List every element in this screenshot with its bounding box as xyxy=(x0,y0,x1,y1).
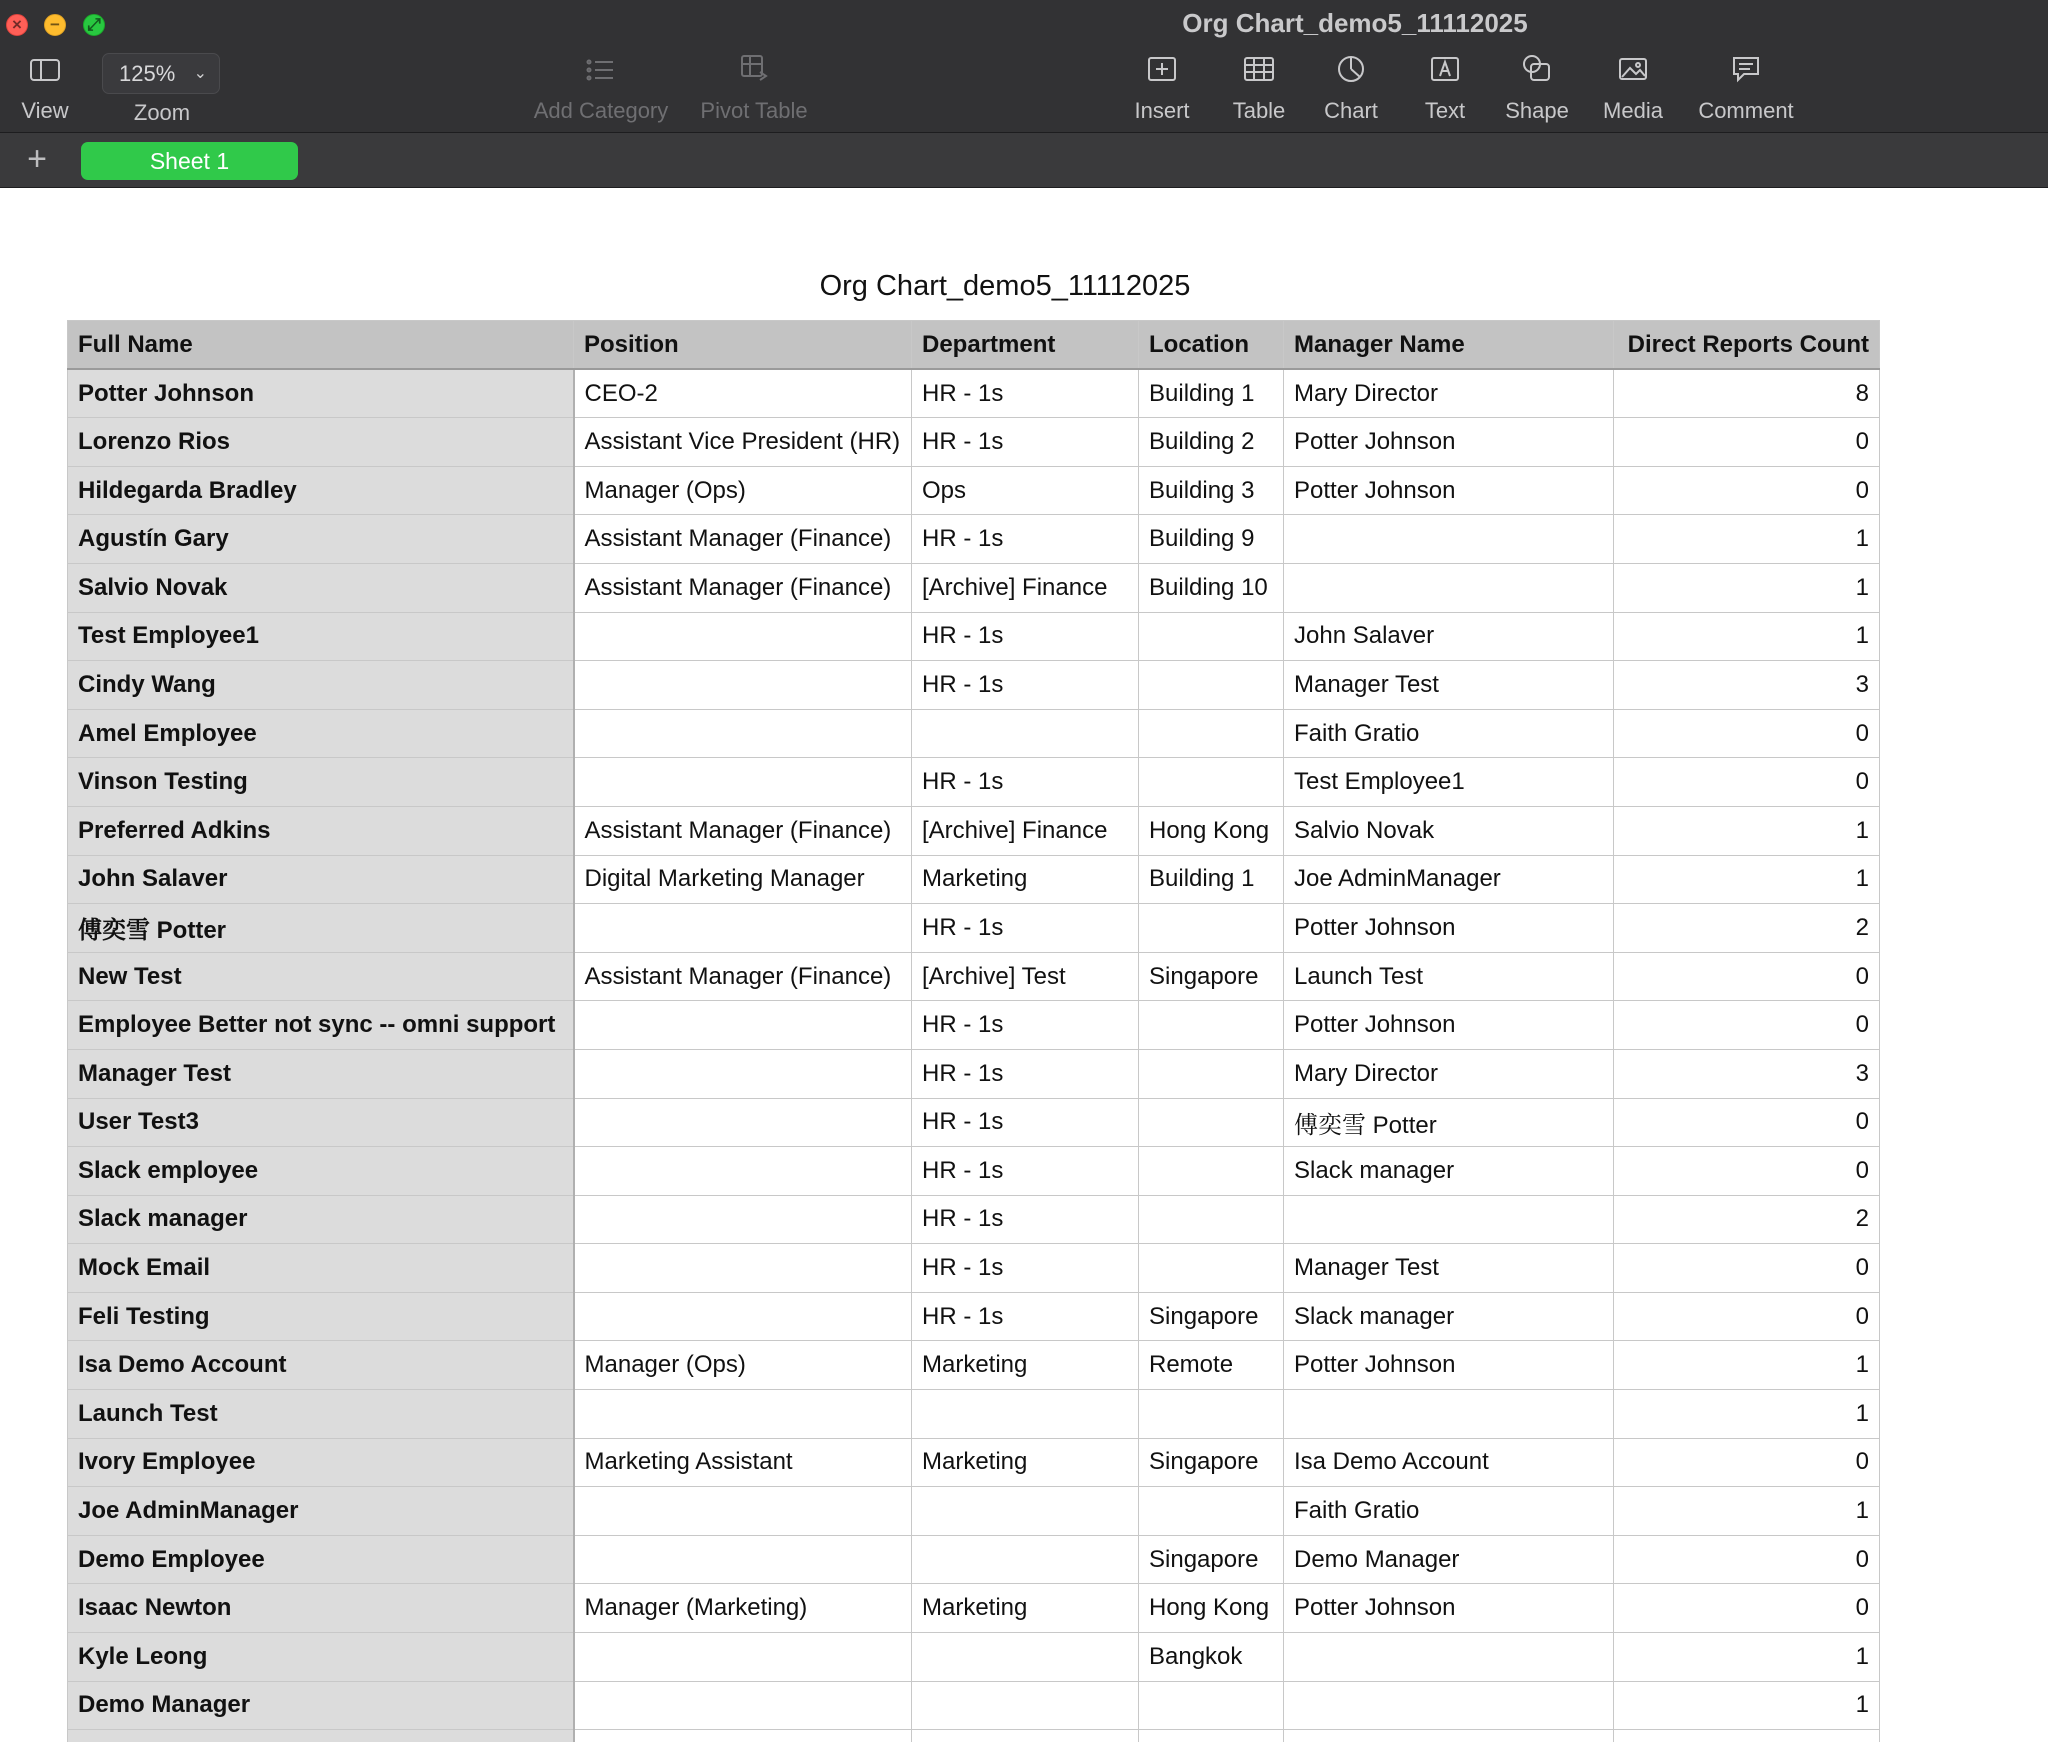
table-cell[interactable] xyxy=(574,1147,912,1196)
table-cell[interactable]: Manager (Ops) xyxy=(574,1341,912,1390)
row-header-cell[interactable]: Slack employee xyxy=(68,1147,574,1196)
table-cell[interactable] xyxy=(1139,904,1284,953)
table-cell[interactable]: 1 xyxy=(1614,563,1880,612)
shape-label: Shape xyxy=(1505,98,1569,123)
table-cell[interactable] xyxy=(1139,661,1284,710)
table-cell[interactable]: Assistant Manager (Finance) xyxy=(574,952,912,1001)
table-cell[interactable]: Salvio Novak xyxy=(1284,806,1614,855)
table-row xyxy=(68,1584,1880,1633)
header-row xyxy=(68,321,1880,370)
row-header-cell[interactable]: Manager Test xyxy=(68,1049,574,1098)
table-cell[interactable]: Singapore xyxy=(1139,952,1284,1001)
insert-label: Insert xyxy=(1134,98,1190,123)
table-cell[interactable]: HR - 1s xyxy=(912,904,1139,953)
close-icon: × xyxy=(12,15,22,34)
table-cell[interactable]: 1 xyxy=(1614,1633,1880,1682)
row-header-cell[interactable]: Feli Testing xyxy=(68,1292,574,1341)
table-cell[interactable] xyxy=(574,661,912,710)
table-cell[interactable] xyxy=(1139,1681,1284,1730)
shape-icon xyxy=(1521,52,1553,86)
table-cell[interactable]: HR - 1s xyxy=(912,1001,1139,1050)
table-cell[interactable]: 0 xyxy=(1614,1584,1880,1633)
table-row xyxy=(68,1633,1880,1682)
table-cell[interactable]: 傅奕雪 Potter xyxy=(1284,1098,1614,1147)
table-cell[interactable]: Bangkok xyxy=(1139,1633,1284,1682)
table-cell[interactable]: 0 xyxy=(1614,1535,1880,1584)
column-header[interactable]: Position xyxy=(574,321,912,370)
table-cell[interactable]: 0 xyxy=(1614,1244,1880,1293)
table-row xyxy=(68,515,1880,564)
row-header-cell[interactable]: Employee Better not sync -- omni support xyxy=(68,1001,574,1050)
org-chart-table xyxy=(67,320,1880,1748)
table-row xyxy=(68,1438,1880,1487)
table-cell[interactable]: HR - 1s xyxy=(912,1049,1139,1098)
table-cell[interactable]: Building 2 xyxy=(1139,418,1284,467)
row-header-cell[interactable]: Kyle Leong xyxy=(68,1633,574,1682)
table-cell[interactable]: Assistant Manager (Finance) xyxy=(574,563,912,612)
table-cell[interactable]: Mary Director xyxy=(1284,369,1614,418)
row-header-cell[interactable]: Demo Manager xyxy=(68,1681,574,1730)
table-cell[interactable]: Remote xyxy=(1139,1341,1284,1390)
table-cell[interactable]: John Salaver xyxy=(1284,612,1614,661)
table-cell[interactable] xyxy=(574,758,912,807)
table-cell[interactable]: Marketing xyxy=(912,1438,1139,1487)
table-cell[interactable]: Test Employee1 xyxy=(1284,758,1614,807)
table-cell[interactable]: HR - 1s xyxy=(912,1195,1139,1244)
chart-button[interactable] xyxy=(1318,52,1384,124)
table-row xyxy=(68,369,1880,418)
table-cell[interactable]: Marketing xyxy=(912,1341,1139,1390)
table-cell[interactable] xyxy=(912,1681,1139,1730)
table-cell[interactable]: 1 xyxy=(1614,1390,1880,1439)
shape-button[interactable] xyxy=(1500,52,1574,124)
table-cell[interactable] xyxy=(574,1001,912,1050)
table-cell[interactable]: Potter Johnson xyxy=(1284,904,1614,953)
sidebar-icon xyxy=(29,52,61,86)
table-button[interactable] xyxy=(1226,52,1292,124)
window-title: Org Chart_demo5_11112025 xyxy=(1182,8,1528,38)
table-cell[interactable]: CEO-2 xyxy=(574,369,912,418)
table-cell[interactable]: Digital Marketing Manager xyxy=(574,855,912,904)
table-cell[interactable]: HR - 1s xyxy=(912,758,1139,807)
row-header-cell[interactable]: 傅奕雪 Potter xyxy=(68,904,574,953)
table-row xyxy=(68,806,1880,855)
table-body xyxy=(68,369,1880,1748)
row-header-cell[interactable]: Slack manager xyxy=(68,1195,574,1244)
row-header-cell[interactable]: Isaac Newton xyxy=(68,1584,574,1633)
table-cell[interactable]: Assistant Manager (Finance) xyxy=(574,806,912,855)
table-cell[interactable]: Assistant Vice President (HR) xyxy=(574,418,912,467)
table-row xyxy=(68,855,1880,904)
add-category-button[interactable] xyxy=(528,52,674,124)
table-cell[interactable] xyxy=(574,1098,912,1147)
fullscreen-icon: ⤢ xyxy=(87,15,101,34)
table-cell[interactable] xyxy=(1139,1001,1284,1050)
table-cell[interactable] xyxy=(1284,515,1614,564)
table-cell[interactable]: HR - 1s xyxy=(912,1292,1139,1341)
add-sheet-button[interactable]: + xyxy=(27,140,47,178)
text-box-icon xyxy=(1429,52,1461,86)
table-cell[interactable]: Singapore xyxy=(1139,1535,1284,1584)
table-cell[interactable]: Building 3 xyxy=(1139,466,1284,515)
row-header-cell[interactable]: User Test3 xyxy=(68,1098,574,1147)
table-row xyxy=(68,1341,1880,1390)
table-cell[interactable] xyxy=(574,1292,912,1341)
table-cell[interactable]: HR - 1s xyxy=(912,1147,1139,1196)
table-cell[interactable]: 1 xyxy=(1614,1341,1880,1390)
table-cell[interactable]: HR - 1s xyxy=(912,1098,1139,1147)
table-cell[interactable] xyxy=(1284,1681,1614,1730)
table-cell[interactable]: 1 xyxy=(1614,806,1880,855)
view-label: View xyxy=(21,98,69,123)
table-row xyxy=(68,563,1880,612)
table-cell[interactable]: Building 10 xyxy=(1139,563,1284,612)
table-cell[interactable] xyxy=(1139,758,1284,807)
column-header[interactable]: Full Name xyxy=(68,321,574,370)
table-row xyxy=(68,1001,1880,1050)
table-cell[interactable] xyxy=(912,1487,1139,1536)
table-cell[interactable]: Manager (Marketing) xyxy=(574,1584,912,1633)
table-cell[interactable] xyxy=(1139,1244,1284,1293)
table-row xyxy=(68,1487,1880,1536)
table-cell[interactable]: Hong Kong xyxy=(1139,806,1284,855)
row-header-cell[interactable]: Isa Demo Account xyxy=(68,1341,574,1390)
table-cell[interactable]: 8 xyxy=(1614,369,1880,418)
table-cell[interactable]: Potter Johnson xyxy=(1284,466,1614,515)
table-cell[interactable]: 1 xyxy=(1614,855,1880,904)
table-cell[interactable]: HR - 1s xyxy=(912,418,1139,467)
table-cell[interactable]: Mary Director xyxy=(1284,1049,1614,1098)
table-cell[interactable] xyxy=(574,1487,912,1536)
table-row xyxy=(68,1390,1880,1439)
table-cell[interactable] xyxy=(574,904,912,953)
row-header-cell[interactable]: Lorenzo Rios xyxy=(68,418,574,467)
insert-icon xyxy=(1146,52,1178,86)
add-category-label: Add Category xyxy=(533,98,669,123)
table-row xyxy=(68,661,1880,710)
row-header-cell[interactable]: Joe AdminManager xyxy=(68,1487,574,1536)
table-cell[interactable]: Manager Test xyxy=(1284,661,1614,710)
table-row xyxy=(68,952,1880,1001)
table-cell[interactable] xyxy=(912,1535,1139,1584)
table-row xyxy=(68,1098,1880,1147)
pivot-table-button[interactable] xyxy=(698,52,810,124)
view-button[interactable] xyxy=(14,52,76,124)
column-header[interactable]: Location xyxy=(1139,321,1284,370)
table-cell[interactable]: 0 xyxy=(1614,758,1880,807)
row-header-cell[interactable]: Salvio Novak xyxy=(68,563,574,612)
column-header[interactable]: Direct Reports Count xyxy=(1614,321,1880,370)
row-header-cell[interactable]: Amel Employee xyxy=(68,709,574,758)
table-row xyxy=(68,1147,1880,1196)
table-cell[interactable]: Manager Test xyxy=(1284,1244,1614,1293)
table-cell[interactable] xyxy=(1139,1147,1284,1196)
table-cell[interactable]: [Archive] Finance xyxy=(912,563,1139,612)
table-row xyxy=(68,612,1880,661)
table-cell[interactable]: Ops xyxy=(912,466,1139,515)
row-header-cell[interactable]: Vinson Testing xyxy=(68,758,574,807)
row-header-cell[interactable]: Demo Employee xyxy=(68,1535,574,1584)
text-button[interactable] xyxy=(1414,52,1476,124)
table-cell[interactable]: 0 xyxy=(1614,418,1880,467)
table-cell[interactable]: 1 xyxy=(1614,1487,1880,1536)
zoom-select[interactable] xyxy=(102,53,220,94)
media-label: Media xyxy=(1603,98,1663,123)
canvas-bottom-edge xyxy=(0,1742,2048,1748)
table-cell[interactable] xyxy=(574,1195,912,1244)
table-cell[interactable]: HR - 1s xyxy=(912,369,1139,418)
table-cell[interactable]: Joe AdminManager xyxy=(1284,855,1614,904)
table-cell[interactable]: 0 xyxy=(1614,466,1880,515)
row-header-cell[interactable]: Hildegarda Bradley xyxy=(68,466,574,515)
table-cell[interactable]: 2 xyxy=(1614,904,1880,953)
row-header-cell[interactable]: Ivory Employee xyxy=(68,1438,574,1487)
table-cell[interactable] xyxy=(574,1633,912,1682)
table-cell[interactable]: Singapore xyxy=(1139,1292,1284,1341)
table-cell[interactable]: Slack manager xyxy=(1284,1292,1614,1341)
table-cell[interactable]: 0 xyxy=(1614,1292,1880,1341)
table-cell[interactable]: Building 1 xyxy=(1139,369,1284,418)
table-cell[interactable] xyxy=(912,1633,1139,1682)
table-cell[interactable]: 3 xyxy=(1614,1049,1880,1098)
table-cell[interactable]: Singapore xyxy=(1139,1438,1284,1487)
table-cell[interactable] xyxy=(1139,709,1284,758)
table-cell[interactable]: 0 xyxy=(1614,1438,1880,1487)
table-cell[interactable] xyxy=(1284,563,1614,612)
row-header-cell[interactable]: Mock Email xyxy=(68,1244,574,1293)
row-header-cell[interactable]: Agustín Gary xyxy=(68,515,574,564)
table-row xyxy=(68,1195,1880,1244)
table-cell[interactable]: [Archive] Finance xyxy=(912,806,1139,855)
table-cell[interactable]: Isa Demo Account xyxy=(1284,1438,1614,1487)
table-cell[interactable]: Building 9 xyxy=(1139,515,1284,564)
table-cell[interactable]: Potter Johnson xyxy=(1284,1001,1614,1050)
table-cell[interactable] xyxy=(1139,1049,1284,1098)
table-cell[interactable]: HR - 1s xyxy=(912,661,1139,710)
table-row xyxy=(68,1292,1880,1341)
table-cell[interactable] xyxy=(1139,1195,1284,1244)
row-header-cell[interactable]: Cindy Wang xyxy=(68,661,574,710)
table-row xyxy=(68,1681,1880,1730)
pivot-table-icon xyxy=(738,52,770,86)
table-cell[interactable]: [Archive] Test xyxy=(912,952,1139,1001)
table-icon xyxy=(1243,52,1275,86)
table-cell[interactable]: 1 xyxy=(1614,515,1880,564)
table-cell[interactable]: 0 xyxy=(1614,1001,1880,1050)
row-header-cell[interactable]: John Salaver xyxy=(68,855,574,904)
table-row xyxy=(68,1244,1880,1293)
table-cell[interactable] xyxy=(574,1681,912,1730)
table-row xyxy=(68,758,1880,807)
table-cell[interactable]: 0 xyxy=(1614,1098,1880,1147)
table-cell[interactable]: Launch Test xyxy=(1284,952,1614,1001)
pie-chart-icon xyxy=(1335,52,1367,86)
minimize-window-button[interactable] xyxy=(44,14,66,36)
table-cell[interactable]: 0 xyxy=(1614,952,1880,1001)
text-label: Text xyxy=(1424,98,1466,123)
table-cell[interactable]: HR - 1s xyxy=(912,1244,1139,1293)
row-header-cell[interactable]: New Test xyxy=(68,952,574,1001)
table-cell[interactable]: Marketing Assistant xyxy=(574,1438,912,1487)
comment-icon xyxy=(1730,52,1762,86)
table-cell[interactable]: Assistant Manager (Finance) xyxy=(574,515,912,564)
table-cell[interactable]: 1 xyxy=(1614,1681,1880,1730)
zoom-value: 125% xyxy=(119,61,176,86)
table-cell[interactable]: Faith Gratio xyxy=(1284,709,1614,758)
row-header-cell[interactable]: Potter Johnson xyxy=(68,369,574,418)
table-cell[interactable]: Hong Kong xyxy=(1139,1584,1284,1633)
table-cell[interactable] xyxy=(1139,1098,1284,1147)
maximize-window-button[interactable] xyxy=(83,14,105,36)
close-window-button[interactable] xyxy=(6,14,28,36)
comment-button[interactable] xyxy=(1694,52,1798,124)
image-icon xyxy=(1617,52,1649,86)
pivot-table-label: Pivot Table xyxy=(700,98,808,123)
table-cell[interactable] xyxy=(574,612,912,661)
row-header-cell[interactable]: Test Employee1 xyxy=(68,612,574,661)
column-header[interactable]: Department xyxy=(912,321,1139,370)
sheet-tab-bar xyxy=(0,133,2048,188)
table-cell[interactable]: Potter Johnson xyxy=(1284,418,1614,467)
table-cell[interactable]: HR - 1s xyxy=(912,515,1139,564)
zoom-label-wrap xyxy=(118,100,206,126)
table-cell[interactable]: Potter Johnson xyxy=(1284,1341,1614,1390)
chevron-down-icon: ⌄ xyxy=(193,65,207,82)
zoom-label: Zoom xyxy=(133,100,191,125)
table-cell[interactable] xyxy=(574,709,912,758)
table-cell[interactable]: Marketing xyxy=(912,1584,1139,1633)
table-label: Table xyxy=(1232,98,1286,123)
comment-label: Comment xyxy=(1698,98,1794,123)
table-cell[interactable] xyxy=(574,1049,912,1098)
chart-label: Chart xyxy=(1324,98,1378,123)
table-cell[interactable]: Faith Gratio xyxy=(1284,1487,1614,1536)
table-cell[interactable]: Manager (Ops) xyxy=(574,466,912,515)
row-header-cell[interactable]: Launch Test xyxy=(68,1390,574,1439)
media-button[interactable] xyxy=(1598,52,1668,124)
table-cell[interactable]: Marketing xyxy=(912,855,1139,904)
table-cell[interactable] xyxy=(1284,1633,1614,1682)
table-cell[interactable]: 0 xyxy=(1614,1147,1880,1196)
table-cell[interactable]: 2 xyxy=(1614,1195,1880,1244)
table-row xyxy=(68,1535,1880,1584)
table-cell[interactable] xyxy=(1139,1487,1284,1536)
table-cell[interactable] xyxy=(912,709,1139,758)
table-row xyxy=(68,418,1880,467)
table-cell[interactable]: 1 xyxy=(1614,612,1880,661)
table-cell[interactable] xyxy=(912,1390,1139,1439)
table-cell[interactable]: Slack manager xyxy=(1284,1147,1614,1196)
insert-button[interactable] xyxy=(1128,52,1196,124)
table-cell[interactable] xyxy=(1139,1390,1284,1439)
minimize-icon: − xyxy=(50,15,60,34)
table-cell[interactable]: 3 xyxy=(1614,661,1880,710)
table-cell[interactable] xyxy=(574,1535,912,1584)
toolbar xyxy=(0,0,2048,133)
table-row xyxy=(68,1049,1880,1098)
table-cell[interactable]: Potter Johnson xyxy=(1284,1584,1614,1633)
table-cell[interactable] xyxy=(574,1390,912,1439)
table-cell[interactable]: Demo Manager xyxy=(1284,1535,1614,1584)
row-header-cell[interactable]: Preferred Adkins xyxy=(68,806,574,855)
table-cell[interactable] xyxy=(574,1244,912,1293)
table-cell[interactable] xyxy=(1284,1195,1614,1244)
table-row xyxy=(68,466,1880,515)
list-icon xyxy=(585,52,617,86)
table-row xyxy=(68,904,1880,953)
table-title[interactable]: Org Chart_demo5_11112025 xyxy=(819,270,1191,302)
table-cell[interactable]: Building 1 xyxy=(1139,855,1284,904)
table-cell[interactable] xyxy=(1284,1390,1614,1439)
table-cell[interactable]: 0 xyxy=(1614,709,1880,758)
table-cell[interactable]: HR - 1s xyxy=(912,612,1139,661)
column-header[interactable]: Manager Name xyxy=(1284,321,1614,370)
table-cell[interactable] xyxy=(1139,612,1284,661)
table-row xyxy=(68,709,1880,758)
sheet-tab-active[interactable]: Sheet 1 xyxy=(81,142,298,180)
